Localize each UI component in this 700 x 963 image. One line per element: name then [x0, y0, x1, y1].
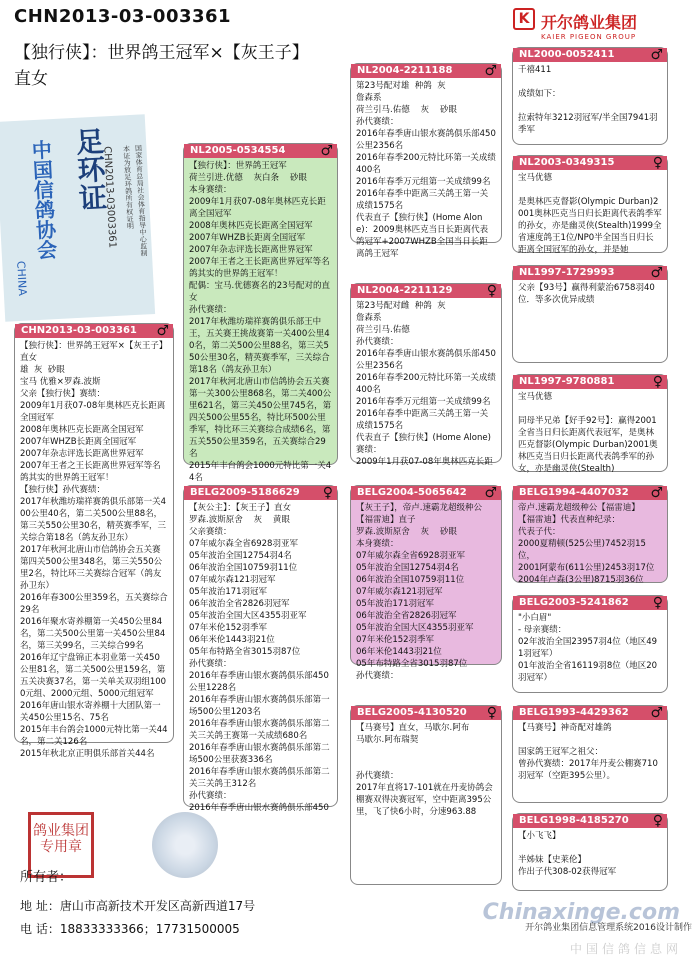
male-icon: ♂	[484, 485, 497, 501]
card-text: 宝马优德 是奥林匹克督影(Olympic Durban)2001奥林匹克当日归长距离代表鸽季军的孙女，亦是幽灵侠(Stealth)1999全省速度鸽王1位/NP0半全国当日归长距离全国冠军的孙女，并是她	[518, 173, 662, 255]
card-text: 帝卢.速霸龙超级种公【福雷迪】 【福雷迪】代表直种纪录： 代表子代： 2000夏精顿(525公里)7452羽15位， 2001阿蒙布(611公里)2453羽17位 2004年卢森(3公里)8715羽36位	[518, 503, 655, 585]
ring-org: 中国信鸽协会	[27, 139, 59, 261]
female-icon: ♀	[652, 813, 663, 829]
male-icon: ♂	[320, 143, 333, 159]
ring-certificate-image	[0, 114, 155, 322]
card-text: 【小飞飞】 半姊妹【史莱伦】 作出子代308-02获得冠军	[518, 831, 617, 877]
card-text: 宝马优德 同母半兄弟【好手92号】：赢得2001全省当日归长距离代表冠军，是奥林匹克督影(Olympic Durban)2001奥林匹克当日归长距离代表鸽季军的孙女，亦是幽灵侠(Stealth)	[518, 392, 658, 474]
card-text: 父亲【93号】赢得利蒙治6758羽40位．等多次优异成绩	[518, 283, 655, 305]
female-icon: ♀	[652, 595, 663, 611]
brand-subtitle: KAIER PIGEON GROUP	[541, 33, 637, 41]
pedigree-card-dam-sire[interactable]	[350, 485, 502, 681]
pedigree-card-sire-dam[interactable]	[350, 283, 502, 467]
brand-logo-block	[513, 10, 688, 41]
card-text: 【马赛号】神奇配对雄鸽 国家鸽王冠军之祖父： 曾孙代赛绩：2017年丹麦公棚赛710羽冠军（空距395公里）。	[518, 723, 658, 781]
pedigree-card-g4-1[interactable]	[512, 47, 668, 145]
female-icon: ♀	[652, 374, 663, 390]
pedigree-card-sire[interactable]	[183, 143, 338, 483]
pedigree-card-g4-8[interactable]	[512, 813, 668, 891]
ring-id-label: BELG2005-4130520	[351, 706, 501, 720]
male-icon: ♂	[484, 63, 497, 79]
address-line	[20, 897, 255, 914]
ring-note-2: 国家体育总局社会体育指导中心监制	[134, 144, 149, 257]
card-text: 千禧411 成绩如下： 拉索特年3212羽冠军/半全国7941羽季军	[518, 65, 658, 135]
ring-id-label: NL1997-1729993	[513, 266, 667, 280]
ring-title: 足环证	[71, 126, 109, 212]
ring-id-title: CHN2013-03-003361	[14, 6, 232, 27]
ring-id-label: NL2004-2211129	[351, 284, 501, 298]
male-icon: ♂	[650, 265, 663, 281]
brand-logo-icon: K	[513, 8, 535, 30]
card-text: 【灰王子】，帝卢.速霸龙超级种公【福雷迪】直子 罗森.波斯原舍 灰 砂眼 本身赛绩： 07年威尔森全省6928羽亚军 05年波治全国12754羽4名 06年波治全国10759羽11位 07年威尔森121羽冠军 05年波治171羽冠军 06年波治全省2826羽冠军 05年波治全国大区4355羽亚军 07年米伦152羽季军 06年米伦1443羽21位 05年布特路全省3015羽87位 孙代赛绩：	[356, 503, 482, 681]
pedigree-card-g4-6[interactable]	[512, 595, 668, 693]
pedigree-card-g4-7[interactable]	[512, 705, 668, 803]
card-text: 第23号配对雌 种鸽 灰 詹森系 荷兰引马.佑德 孙代赛绩： 2016年春季唐山银水赛鸽俱乐部450公里2356名 2016年春季200元特比环第一关成绩400名 2016年春季万元组第一关成绩99名 2016年春季中距离三关鸽王第一关成绩1575名 代表直子【独行侠】(Home Alone)赛绩： 2009年1月获07-08年奥林匹克长距	[356, 301, 496, 467]
phone-value: 18833333366；17731500005	[59, 922, 240, 936]
card-text: "小白眉" - 母亲赛绩： 02年波治全国23957羽4位（地区491羽冠军） 01年波治全省16119羽8位（地区20羽冠军）	[518, 613, 658, 683]
ring-id-label: BELG1994-4407032	[513, 486, 667, 500]
address-label: 地 址：	[20, 899, 60, 913]
card-text: 【独行侠】：世界鸽王冠军 荷兰引进.优德 灰白条 砂眼 本身赛绩： 2009年1月获07-08年奥林匹克长距离全国冠军 2008年奥林匹克长距离全国冠军 2007年WHZB长距离全国冠军 2007年杂志评选长距离世界冠军 2007年王者之王长距离世界冠军等名鸽其实的世界鸽王冠军！ 配偶：宝马.优德赛名的23号配对的直女 孙代赛绩： 2017年秋潍坊瑞祥赛鸽俱乐部王中王，五关赛王挑战赛第一关400公里40名，第二关500公里88名，第三关550公里30名，精英赛季军，三关综合第18名（鸽友孙卫东） 2017年秋河北唐山市信鸽协会五关赛第一关300公里868名，第二关400公里621名，第三关450公里745名，第四关500公里55名，特比环500公里季军，特比环三关赛综合成绩6名，第五关550公里359名，五关赛综合29名 2015年丰台鸽会1000元特比第一关44名	[189, 161, 332, 483]
ring-id-label: BELG2004-5065642	[351, 486, 501, 500]
brand-name: 开尔鸽业集团	[541, 13, 638, 32]
ring-id-label: CHN2013-03-003361	[15, 324, 173, 338]
pedigree-card-g4-5[interactable]	[512, 485, 668, 583]
pedigree-card-dam-dam[interactable]	[350, 705, 502, 885]
pedigree-card-sire-sire[interactable]	[350, 63, 502, 259]
ring-id-label: BELG2009-5186629	[184, 486, 337, 500]
male-icon: ♂	[650, 485, 663, 501]
seal-text: 鸽业集团专用章	[33, 823, 89, 855]
ring-id-label: NL2004-2211188	[351, 64, 501, 78]
system-credit: 开尔鸽业集团信息管理系统2016设计制作	[525, 923, 692, 933]
ring-note: 本证为放足环鸽所有权证明	[122, 145, 135, 230]
pedigree-card-g4-2[interactable]	[512, 155, 668, 253]
card-text: 【独行侠】：世界鸽王冠军×【灰王子】直女 雄 灰 砂眼 宝马 优雅×罗森.波斯 父亲【独行侠】赛绩： 2009年1月获07-08年奥林匹克长距离全国冠军 2008年奥林匹克长距离全国冠军 2007年WHZB长距离全国冠军 2007年杂志评选长距离世界冠军 2007年王者之王长距离世界冠军等名鸽其实的世界鸽王冠军！ 【独行侠】孙代赛绩： 2017年秋潍坊瑞祥赛鸽俱乐部第一关400公里40名，第二关500公里88名，第三关550公里30名，精英赛季军，三关综合第18名（鸽友孙卫东） 2017年秋河北唐山市信鸽协会五关赛第四关500公里348名，第三关550公里2名，特比环三关赛综合冠军（鸽友孙卫东） 2016年春300公里359名，五关赛综合29名 2016年聚水寄养棚第一关450公里84名，第二关500公里第一关450公里84名，第三关99名，三关综合99名 2016年辽宁盘锦正本羽业第一关450公里81名，第二关500公里159名，第五关决赛37名，第一关单关双羽组1000元组、2000元组、5000元组冠军 2016年唐山银水寄养棚十大团队第一关450公里15名、75名 2015年丰台鸽会1000元特比第一关44名，第二关126名 2015年秋北京正明俱乐部首关44名	[20, 341, 168, 759]
pedigree-card-g4-4[interactable]	[512, 374, 668, 472]
owner-label: 所有者：	[20, 870, 73, 885]
hologram-sticker	[152, 812, 218, 878]
ring-id-label: NL1997-9780881	[513, 375, 667, 389]
male-icon: ♂	[650, 705, 663, 721]
ring-china-label: CHINA	[14, 260, 29, 297]
ring-number: CHN2013-03003361	[101, 145, 118, 249]
watermark-en: Chinaxinge.com	[482, 900, 680, 925]
female-icon: ♀	[486, 705, 497, 721]
pedigree-card-g4-3[interactable]	[512, 265, 668, 363]
card-text: 【灰公主】：【灰王子】直女 罗森.波斯原舍 灰 黄眼 父亲赛绩： 07年威尔森全省6928羽亚军 05年波治全国12754羽4名 06年波治全国10759羽11位 07年威尔森121羽冠军 05年波治171羽冠军 06年波治全省2826羽冠军 05年波治全国大区4355羽亚军 07年米伦152羽季军 06年米伦1443羽21位 05年布特路全省3015羽87位 孙代赛绩： 2016年春季唐山银水赛鸽俱乐部450公里1228名 2016年春季唐山银水赛鸽俱乐部第一场500公里1203名 2016年春季唐山银水赛鸽俱乐部第二关三关鸽王赛第一关成绩680名 2016年春季唐山银水赛鸽俱乐部第二场500公里获赛336名 2016年春季唐山银水赛鸽俱乐部第二关三关鸽王312名 孙代赛绩： 2016年春季唐山银水赛鸽俱乐部450	[189, 503, 330, 813]
ring-id-label: NL2000-0052411	[513, 48, 667, 62]
female-icon: ♀	[486, 283, 497, 299]
pedigree-card-self[interactable]	[14, 323, 174, 759]
ring-id-label: NL2005-0534554	[184, 144, 337, 158]
card-text: 第23号配对雄 种鸽 灰 詹森系 荷兰引马.佑德 灰 砂眼 孙代赛绩： 2016年春季唐山银水赛鸽俱乐部450公里2356名 2016年春季200元特比环第一关成绩400名 2016年春季万元组第一关成绩99名 2016年春季中距离三关鸽王第一关成绩1575名 代表直子【独行侠】(Home Alone)：2009奥林匹克当日长距离代表鸽冠军+2007WHZB全国当日长距离鸽王冠军	[356, 81, 496, 259]
ring-id-label: NL2003-0349315	[513, 156, 667, 170]
ring-id-label: BELG1998-4185270	[513, 814, 667, 828]
phone-label: 电 话：	[20, 922, 60, 936]
phone-line	[20, 920, 240, 937]
address-value: 唐山市高新技术开发区高新西道17号	[59, 899, 256, 913]
ring-id-label: BELG2003-5241862	[513, 596, 667, 610]
female-icon: ♀	[322, 485, 333, 501]
pigeon-name-title: 【独行侠】：世界鸽王冠军×【灰王子】直女	[14, 43, 309, 89]
card-text: 【马赛号】直女，马歇尔.阿布 马歇尔.阿布瑞契 孙代赛绩： 2017年直将17-101就在丹麦协鸽会棚赛双得决赛冠军，空中距离395公里，飞了快6小时，分速963.88	[356, 723, 493, 817]
male-icon: ♂	[156, 323, 169, 339]
ring-id-label: BELG1993-4429362	[513, 706, 667, 720]
pedigree-card-dam[interactable]	[183, 485, 338, 813]
male-icon: ♂	[650, 47, 663, 63]
female-icon: ♀	[652, 155, 663, 171]
watermark-cn: 中国信鸽信息网	[569, 942, 682, 956]
